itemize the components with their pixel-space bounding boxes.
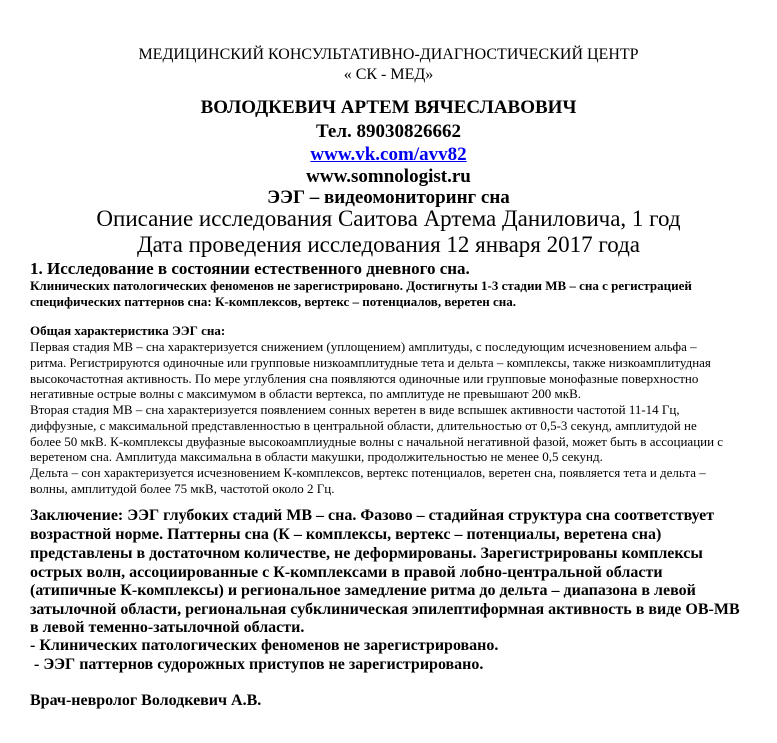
doctor-name: ВОЛОДКЕВИЧ АРТЕМ ВЯЧЕСЛАВОВИЧ	[200, 97, 577, 118]
conclusion-line: представлены в достаточном количестве, не деформированы. Зарегистрированы комплексы	[30, 545, 703, 562]
conclusion-finding: - ЭЭГ паттернов судорожных приступов не зарегистрировано.	[30, 656, 484, 673]
conclusion-finding: - Клинических патологических феноменов не зарегистрировано.	[30, 637, 499, 654]
signature: Врач-невролог Володкевич А.В.	[30, 692, 262, 709]
paragraph-line: негативные острые волны с максимумом в области вертекса, по амплитуде не превышают 200 мкВ.	[30, 386, 582, 401]
study-date: Дата проведения исследования 12 января 2017 года	[136, 232, 640, 257]
paragraph-line: Дельта – сон характеризуется исчезновением К-комплексов, вертекс потенциалов, веретен сна, появляется тета и дельта –	[30, 465, 706, 480]
conclusion-line: в левой теменно-затылочной области.	[30, 619, 305, 636]
service-title: ЭЭГ – видеомониторинг сна	[267, 187, 510, 208]
paragraph-line: Первая стадия МВ – сна характеризуется снижением (уплощением) амплитуды, с последующим исчезновением альфа –	[30, 339, 697, 354]
vk-link[interactable]: www.vk.com/avv82	[310, 144, 467, 165]
study-description: Описание исследования Саитова Артема Даниловича, 1 год	[96, 206, 681, 231]
conclusion-line: возрастной норме. Паттерны сна (К – комплексы, вертекс – потенциалы, веретена сна)	[30, 526, 662, 543]
paragraph-line: высокочастотная активность. По мере углубления сна появляются одиночные или групповые монофазные поверхностно	[30, 371, 699, 386]
paragraph-line: ритма. Регистрируются одиночные или групповые низкоамплитудные тета и дельта – комплексы, также низкоамплитудная	[30, 355, 711, 370]
conclusion-line: Заключение: ЭЭГ глубоких стадий МВ – сна. Фазово – стадийная структура сна соответствует	[30, 507, 715, 524]
organization-subtitle: « СК - МЕД»	[343, 66, 434, 83]
paragraph-line: волны, амплитудой более 75 мкВ, частотой около 2 Гц.	[30, 481, 335, 496]
section-title: 1. Исследование в состоянии естественного дневного сна.	[30, 259, 470, 278]
phone-number: Тел. 89030826662	[315, 121, 462, 142]
section-summary-line: Клинических патологических феноменов не зарегистрировано. Достигнуты 1-3 стадии МВ – сна с регистрацией	[30, 278, 692, 293]
paragraph-line: веретеном сна. Амплитуда максимальна в области макушки, продолжительностью не менее 0,5 секунд.	[30, 449, 603, 464]
paragraph-line: диффузные, с максимальной представленностью в центральной области, длительностью от 0,5-3 секунд, амплитудой не	[30, 418, 697, 433]
organization-name: МЕДИЦИНСКИЙ КОНСУЛЬТАТИВНО-ДИАГНОСТИЧЕСКИЙ ЦЕНТР	[138, 46, 639, 63]
general-title: Общая характеристика ЭЭГ сна:	[30, 323, 226, 338]
vk-link-row	[0, 144, 777, 166]
conclusion-line: затылочной области, региональная субклиническая эпилептиформная активность в виде ОВ-МВ	[30, 601, 740, 618]
conclusion-line: (атипичные К-комплексы) и региональное замедление ритма до дельта – диапазона в левой	[30, 582, 696, 599]
website: www.somnologist.ru	[306, 166, 471, 187]
section-summary-line: специфических паттернов сна: К-комплексов, вертекс – потенциалов, веретен сна.	[30, 294, 517, 309]
paragraph-line: более 50 мкВ. К-комплексы двуфазные высокоамплиудные волны с начальной негативной фазой, может быть в ассоциации с	[30, 434, 724, 449]
conclusion-line: острых волн, ассоциированные с К-комплексами в правой лобно-центральной области	[30, 564, 663, 581]
paragraph-line: Вторая стадия МВ – сна характеризуется появлением сонных веретен в виде вспышек активности частотой 11-14 Гц,	[30, 402, 680, 417]
